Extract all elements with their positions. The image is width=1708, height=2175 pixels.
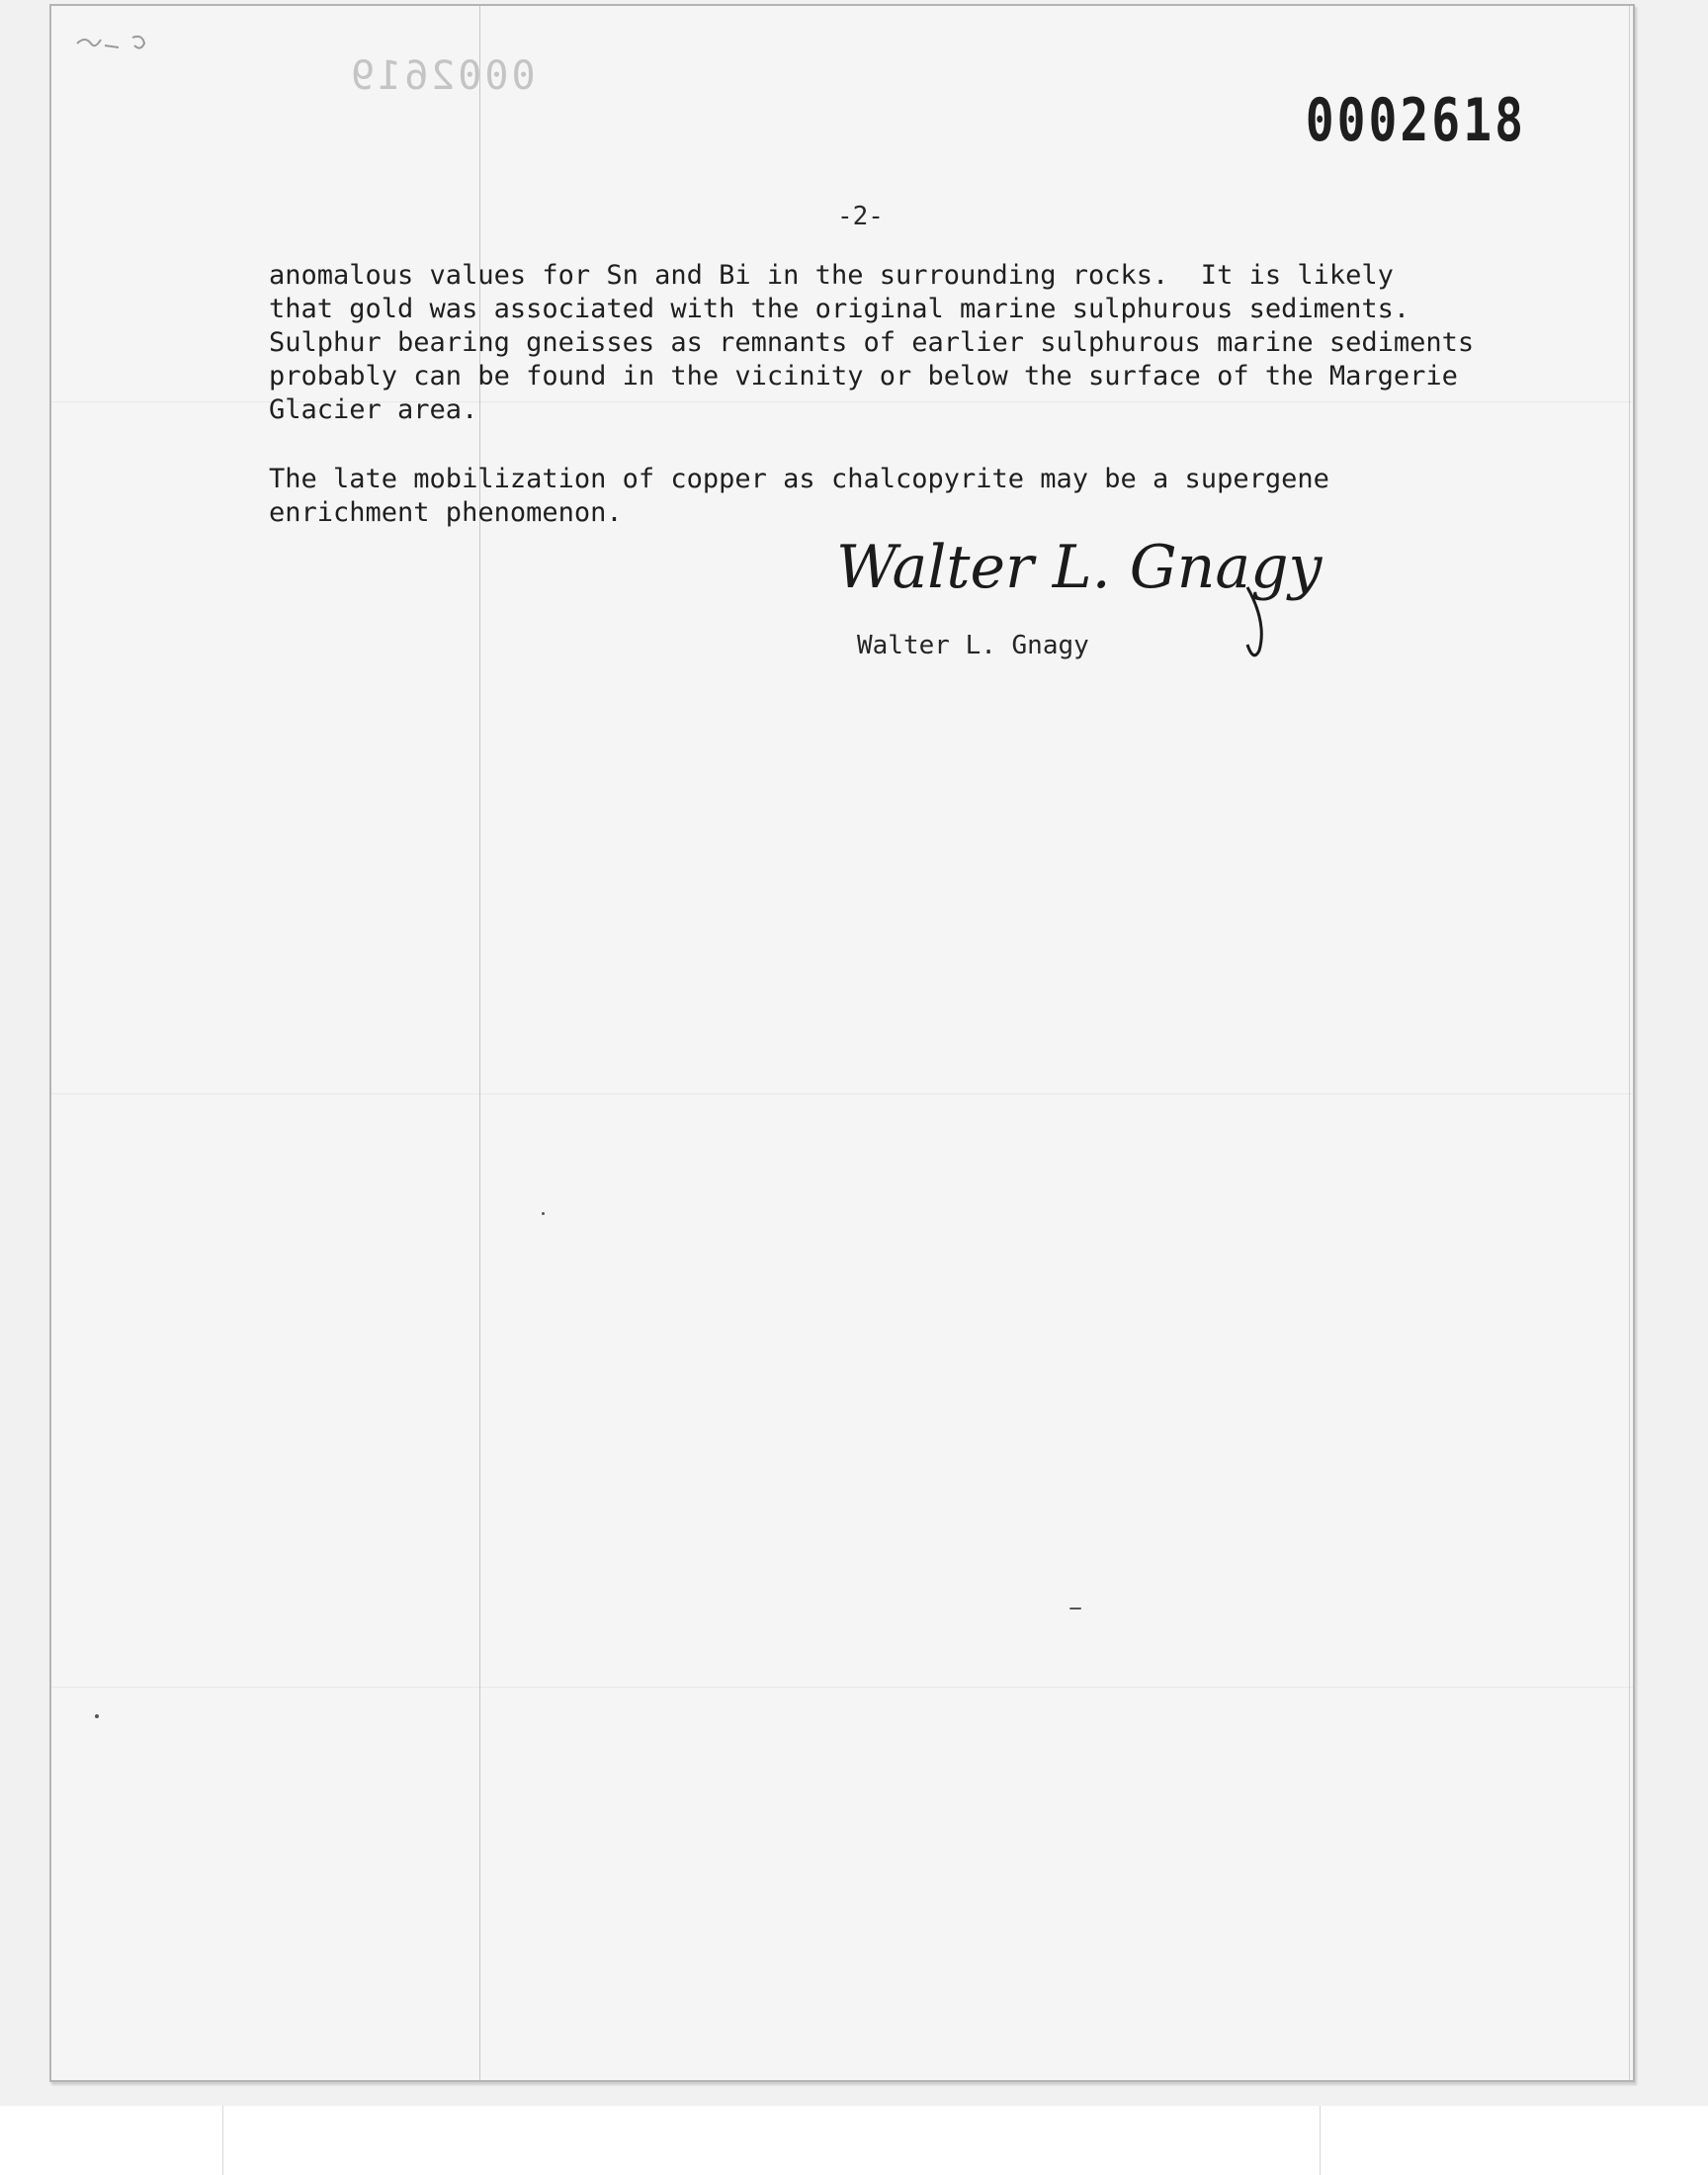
speck [95, 1714, 99, 1718]
text-line: anomalous values for Sn and Bi in the surrounding rocks. It is likely [269, 260, 1394, 291]
signature-text: Walter L. Gnagy [836, 533, 1323, 602]
strip-line [222, 2106, 223, 2175]
page-number: -2- [837, 202, 884, 231]
text-line: that gold was associated with the original marine sulphurous sediments. [269, 294, 1410, 324]
text-line: Sulphur bearing gneisses as remnants of earlier sulphurous marine sediments [269, 327, 1475, 358]
document-page [49, 4, 1635, 2082]
strip-line [1320, 2106, 1321, 2175]
speck [542, 1212, 545, 1215]
text-line: probably can be found in the vicinity or below the surface of the Margerie [269, 361, 1458, 392]
text-line: Glacier area. [269, 394, 478, 425]
text-line: The late mobilization of copper as chalcopyrite may be a supergene [269, 464, 1329, 494]
scan-artifact [51, 1687, 1633, 1688]
speck [1069, 1608, 1081, 1610]
ghost-stamp: 0002619 [348, 53, 536, 99]
scan-artifact [51, 1093, 1633, 1094]
signer-name: Walter L. Gnagy [857, 631, 1089, 660]
scanner-margin [0, 2106, 1708, 2175]
paragraph-1 [269, 259, 1593, 427]
text-line: enrichment phenomenon. [269, 497, 623, 528]
edge-line [1629, 6, 1630, 2080]
pencil-mark-icon [73, 30, 192, 69]
document-number: 0002618 [1305, 86, 1526, 155]
